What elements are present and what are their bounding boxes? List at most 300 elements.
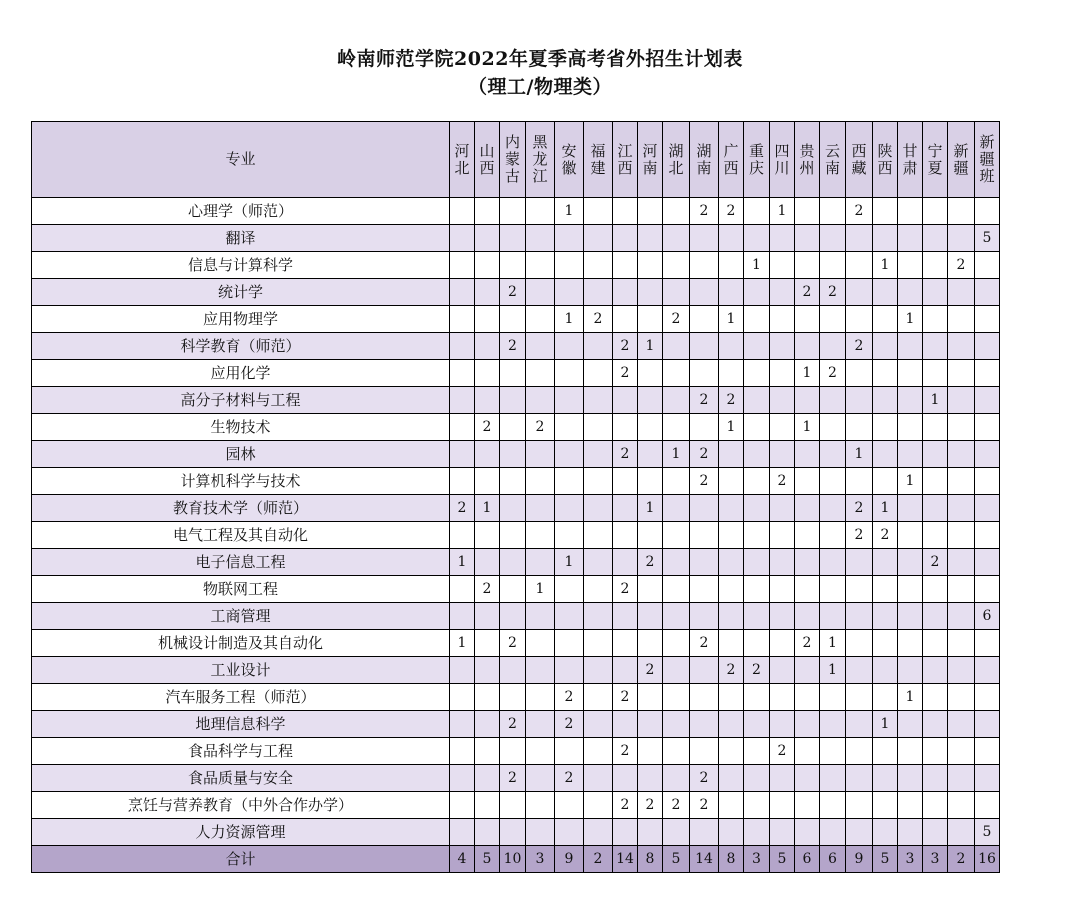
total-cell: 9 [846,846,873,873]
quota-cell [719,360,744,387]
quota-cell [770,522,795,549]
quota-cell [638,441,663,468]
quota-cell [744,765,770,792]
total-cell: 5 [475,846,500,873]
quota-cell [770,252,795,279]
quota-cell [500,252,526,279]
quota-cell [719,819,744,846]
province-header: 陕西 [873,122,898,198]
quota-cell [948,522,975,549]
quota-cell [638,198,663,225]
quota-cell [555,279,584,306]
quota-cell [526,657,555,684]
quota-cell: 1 [555,549,584,576]
quota-cell [584,603,613,630]
quota-cell: 1 [450,549,475,576]
quota-cell [475,441,500,468]
quota-cell [450,738,475,765]
quota-cell: 1 [770,198,795,225]
quota-cell: 2 [450,495,475,522]
quota-cell [923,225,948,252]
major-cell: 统计学 [32,279,450,306]
enrollment-plan-table [31,121,1000,873]
total-cell: 6 [820,846,846,873]
total-cell: 9 [555,846,584,873]
quota-cell: 2 [719,657,744,684]
total-cell: 2 [584,846,613,873]
quota-cell [873,441,898,468]
quota-cell [846,252,873,279]
major-cell: 计算机科学与技术 [32,468,450,495]
page-subtitle: （理工/物理类） [468,76,612,98]
quota-cell [770,549,795,576]
quota-cell: 1 [555,306,584,333]
quota-cell [770,414,795,441]
quota-cell [613,468,638,495]
quota-cell [820,576,846,603]
major-cell: 物联网工程 [32,576,450,603]
quota-cell [526,765,555,792]
quota-cell [584,252,613,279]
quota-cell [555,657,584,684]
quota-cell [584,765,613,792]
total-cell: 4 [450,846,475,873]
quota-cell [690,576,719,603]
quota-cell [923,603,948,630]
quota-cell [613,603,638,630]
quota-cell [719,495,744,522]
quota-cell [450,387,475,414]
quota-cell [500,576,526,603]
quota-cell [526,333,555,360]
quota-cell [873,414,898,441]
quota-cell [923,684,948,711]
quota-cell [820,522,846,549]
quota-cell [450,414,475,441]
total-cell: 3 [526,846,555,873]
quota-cell [795,441,820,468]
quota-cell [948,414,975,441]
quota-cell [719,468,744,495]
total-row [32,846,1000,873]
quota-cell [475,657,500,684]
quota-cell [846,387,873,414]
quota-cell [795,819,820,846]
quota-cell [948,765,975,792]
quota-cell [555,387,584,414]
quota-cell [873,630,898,657]
quota-cell [873,306,898,333]
quota-cell [770,495,795,522]
major-cell: 工商管理 [32,603,450,630]
quota-cell: 2 [846,198,873,225]
quota-cell [975,279,1000,306]
table-row [32,819,1000,846]
quota-cell: 1 [923,387,948,414]
quota-cell [948,495,975,522]
quota-cell [663,198,690,225]
quota-cell [975,630,1000,657]
quota-cell: 2 [846,333,873,360]
quota-cell [795,387,820,414]
quota-cell [690,711,719,738]
quota-cell [663,684,690,711]
quota-cell [923,630,948,657]
quota-cell: 1 [898,468,923,495]
quota-cell [555,333,584,360]
quota-cell [638,387,663,414]
province-header: 河南 [638,122,663,198]
quota-cell [770,684,795,711]
quota-cell: 2 [638,657,663,684]
quota-cell [690,306,719,333]
quota-cell [820,711,846,738]
quota-cell [898,387,923,414]
province-header: 湖南 [690,122,719,198]
quota-cell: 2 [613,576,638,603]
quota-cell [795,495,820,522]
quota-cell: 2 [795,279,820,306]
quota-cell: 2 [555,684,584,711]
quota-cell [500,738,526,765]
quota-cell [923,360,948,387]
quota-cell: 2 [638,549,663,576]
quota-cell [795,333,820,360]
quota-cell [613,198,638,225]
table-row [32,549,1000,576]
page-title: 岭南师范学院2022年夏季高考省外招生计划表 [337,48,743,70]
quota-cell [975,738,1000,765]
quota-cell [584,279,613,306]
quota-cell [450,603,475,630]
quota-cell [450,252,475,279]
table-row [32,252,1000,279]
quota-cell [948,738,975,765]
quota-cell [948,306,975,333]
quota-cell [744,630,770,657]
quota-cell [663,225,690,252]
quota-cell [873,333,898,360]
quota-cell [975,387,1000,414]
quota-cell: 2 [690,387,719,414]
table-row [32,792,1000,819]
quota-cell [663,468,690,495]
quota-cell [690,225,719,252]
quota-cell [500,387,526,414]
quota-cell [690,252,719,279]
quota-cell [690,279,719,306]
quota-cell [690,360,719,387]
quota-cell [795,765,820,792]
quota-cell: 2 [820,360,846,387]
quota-cell: 1 [795,414,820,441]
major-cell: 电子信息工程 [32,549,450,576]
total-cell: 2 [948,846,975,873]
quota-cell [638,279,663,306]
quota-cell [719,225,744,252]
quota-cell [500,603,526,630]
quota-cell [638,684,663,711]
quota-cell [555,495,584,522]
quota-cell: 2 [584,306,613,333]
quota-cell [744,684,770,711]
quota-cell [744,198,770,225]
quota-cell: 2 [770,738,795,765]
quota-cell [898,225,923,252]
quota-cell: 2 [820,279,846,306]
quota-cell [475,549,500,576]
quota-cell [500,549,526,576]
quota-cell [873,792,898,819]
quota-cell [638,360,663,387]
quota-cell [898,711,923,738]
quota-cell [820,549,846,576]
quota-cell [613,819,638,846]
quota-cell [475,252,500,279]
major-header: 专业 [32,122,450,198]
province-header: 内蒙古 [500,122,526,198]
quota-cell [584,441,613,468]
quota-cell [770,441,795,468]
quota-cell [450,468,475,495]
quota-cell [584,522,613,549]
quota-cell [690,657,719,684]
quota-cell: 2 [555,711,584,738]
quota-cell [846,306,873,333]
quota-cell: 2 [613,333,638,360]
quota-cell: 2 [719,198,744,225]
quota-cell [663,414,690,441]
quota-cell: 1 [719,414,744,441]
province-header: 新疆班 [975,122,1000,198]
quota-cell: 2 [770,468,795,495]
quota-cell [873,684,898,711]
quota-cell [475,360,500,387]
quota-cell: 2 [500,711,526,738]
quota-cell [975,576,1000,603]
quota-cell [584,495,613,522]
quota-cell [898,333,923,360]
quota-cell [820,252,846,279]
quota-cell [526,522,555,549]
quota-cell [613,279,638,306]
quota-cell [663,657,690,684]
quota-cell [923,711,948,738]
quota-cell [526,387,555,414]
quota-cell [638,522,663,549]
quota-cell: 1 [898,684,923,711]
quota-cell [948,819,975,846]
quota-cell [744,792,770,819]
quota-cell [613,765,638,792]
quota-cell [975,522,1000,549]
quota-cell [475,279,500,306]
quota-cell [770,711,795,738]
quota-cell [948,360,975,387]
quota-cell [475,603,500,630]
table-row [32,522,1000,549]
quota-cell [663,360,690,387]
quota-cell [555,819,584,846]
quota-cell [975,657,1000,684]
quota-cell [613,495,638,522]
quota-cell [450,684,475,711]
quota-cell [744,414,770,441]
table-row [32,198,1000,225]
quota-cell [770,306,795,333]
quota-cell [450,441,475,468]
quota-cell [975,252,1000,279]
quota-cell [846,738,873,765]
quota-cell [500,684,526,711]
quota-cell: 2 [638,792,663,819]
table-row [32,360,1000,387]
quota-cell [500,306,526,333]
quota-cell [744,549,770,576]
quota-cell [584,549,613,576]
quota-cell [719,549,744,576]
quota-cell [873,279,898,306]
quota-cell [555,792,584,819]
quota-cell: 1 [638,333,663,360]
quota-cell [898,576,923,603]
table-row [32,306,1000,333]
quota-cell: 1 [744,252,770,279]
quota-cell [719,522,744,549]
quota-cell [744,333,770,360]
total-label: 合计 [32,846,450,873]
total-cell: 16 [975,846,1000,873]
quota-cell [500,198,526,225]
quota-cell [663,495,690,522]
quota-cell [923,333,948,360]
quota-cell [873,576,898,603]
quota-cell [475,522,500,549]
quota-cell [795,198,820,225]
quota-cell [975,765,1000,792]
quota-cell [526,279,555,306]
table-row [32,711,1000,738]
quota-cell: 1 [663,441,690,468]
table-row [32,468,1000,495]
quota-cell [873,657,898,684]
quota-cell [584,414,613,441]
quota-cell [873,468,898,495]
quota-cell [526,603,555,630]
quota-cell: 1 [820,630,846,657]
quota-cell [638,711,663,738]
province-header: 重庆 [744,122,770,198]
quota-cell [555,252,584,279]
quota-cell [475,387,500,414]
quota-cell [500,657,526,684]
quota-cell [898,279,923,306]
quota-cell [690,414,719,441]
quota-cell [820,738,846,765]
quota-cell: 2 [500,333,526,360]
quota-cell [744,441,770,468]
quota-cell: 2 [500,765,526,792]
quota-cell [975,333,1000,360]
quota-cell [846,225,873,252]
quota-cell [555,603,584,630]
quota-cell [663,819,690,846]
quota-cell [719,603,744,630]
quota-cell [975,360,1000,387]
total-cell: 8 [719,846,744,873]
quota-cell: 1 [475,495,500,522]
quota-cell [898,792,923,819]
quota-cell [584,684,613,711]
quota-cell [526,630,555,657]
quota-cell [638,468,663,495]
quota-cell [584,711,613,738]
quota-cell [638,738,663,765]
quota-cell [690,522,719,549]
quota-cell [500,441,526,468]
quota-cell [663,711,690,738]
province-header: 安徽 [555,122,584,198]
total-cell: 5 [770,846,795,873]
quota-cell [820,441,846,468]
quota-cell [948,333,975,360]
quota-cell [555,522,584,549]
quota-cell [584,657,613,684]
quota-cell [719,279,744,306]
quota-cell [795,306,820,333]
quota-cell [555,360,584,387]
major-cell: 电气工程及其自动化 [32,522,450,549]
quota-cell [475,333,500,360]
quota-cell [898,252,923,279]
quota-cell: 5 [975,225,1000,252]
quota-cell [475,198,500,225]
quota-cell [846,468,873,495]
quota-cell [663,603,690,630]
quota-cell [770,225,795,252]
quota-cell [690,603,719,630]
quota-cell: 1 [898,306,923,333]
quota-cell [719,441,744,468]
quota-cell [555,441,584,468]
quota-cell: 2 [613,684,638,711]
quota-cell [820,603,846,630]
quota-cell: 1 [820,657,846,684]
major-cell: 心理学（师范） [32,198,450,225]
major-cell: 机械设计制造及其自动化 [32,630,450,657]
quota-cell [450,792,475,819]
quota-cell [690,738,719,765]
quota-cell [555,738,584,765]
province-header: 黑龙江 [526,122,555,198]
quota-cell [898,603,923,630]
quota-cell [846,765,873,792]
quota-cell [923,279,948,306]
quota-cell: 1 [795,360,820,387]
quota-cell [475,819,500,846]
quota-cell [898,819,923,846]
quota-cell [948,468,975,495]
total-cell: 6 [795,846,820,873]
quota-cell [500,414,526,441]
quota-cell [526,225,555,252]
quota-cell [770,333,795,360]
quota-cell [898,441,923,468]
quota-cell [770,792,795,819]
quota-cell [663,522,690,549]
quota-cell [663,765,690,792]
quota-cell [638,306,663,333]
